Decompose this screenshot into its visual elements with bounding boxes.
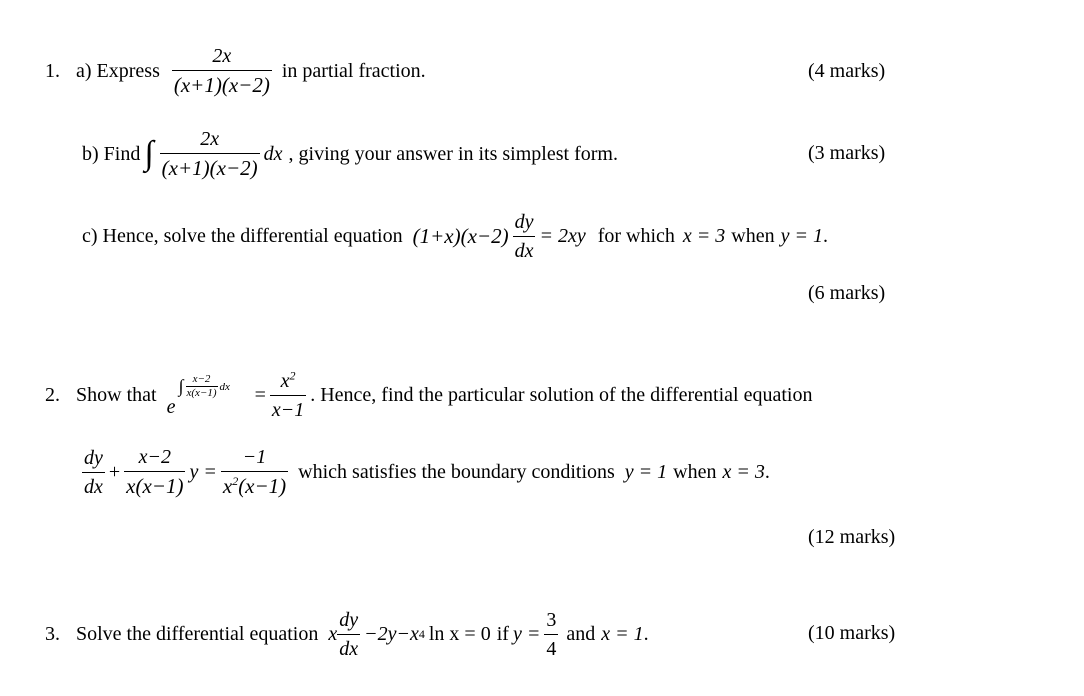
q3-number: 3.	[45, 622, 60, 645]
q1a-fraction	[172, 45, 272, 97]
q2-exp-fraction	[186, 374, 218, 399]
q1c-row	[82, 205, 828, 267]
q2-period: .	[764, 460, 770, 483]
q2-exp-den: x(x−1)	[186, 387, 217, 399]
q2-rhs-numerator	[279, 367, 298, 395]
q3-label: Solve the differential equation	[76, 622, 319, 645]
q1a-frac-denominator: (x+1)(x−2)	[172, 70, 272, 97]
q1b-after: , giving your answer in its simplest form.	[288, 142, 618, 165]
q2-de-r-den-sup: 2	[232, 473, 239, 488]
q3-marks: (10 marks)	[808, 622, 896, 644]
q2-after: . Hence, find the particular solution of the differential equation	[310, 383, 813, 406]
q2-number: 2.	[45, 383, 60, 406]
q2-rhs-denominator: x−1	[270, 395, 306, 421]
q1c-period: .	[823, 224, 828, 247]
q1c-y-cond: y = 1	[780, 224, 823, 247]
q1c-when: when	[731, 224, 775, 247]
q2-exponential	[167, 370, 251, 420]
q1c-marks: (6 marks)	[808, 282, 886, 304]
q1b-label: b) Find	[82, 142, 141, 165]
q2-de-fraction	[124, 446, 185, 498]
q2-x-cond: x = 3	[722, 460, 765, 483]
q2-de-dx: dx	[82, 472, 105, 498]
q2-de-f-num: x−2	[138, 445, 172, 468]
q2-row1	[45, 360, 812, 430]
q2-equals: =	[254, 383, 266, 406]
q2-plus: +	[108, 460, 121, 483]
q2-label: Show that	[76, 383, 157, 406]
q2-de-derivative	[82, 447, 105, 498]
q3-if: if	[496, 622, 509, 645]
q2-de-r-den-rest: (x−1)	[238, 473, 287, 498]
q2-rhs-sup: 2	[289, 367, 296, 382]
q2-when: when	[673, 460, 717, 483]
q3-y-fraction	[544, 609, 558, 660]
q1a-marks: (4 marks)	[808, 60, 886, 82]
q1c-x-cond: x = 3	[682, 224, 726, 247]
q2-bc-text: which satisfies the boundary conditions	[298, 460, 615, 483]
exp-integral-icon: ∫	[178, 376, 184, 396]
q1-number: 1.	[45, 59, 60, 82]
q2-de-r-num: −1	[242, 445, 267, 468]
q1a-after: in partial fraction.	[281, 59, 426, 82]
q2-de-y: y =	[189, 460, 217, 483]
q1c-dy: dy	[514, 210, 534, 233]
q3-derivative	[337, 609, 360, 660]
q1c-label: c) Hence, solve the differential equation	[82, 224, 403, 247]
q3-y-eq: y =	[512, 622, 541, 645]
q3-ln: ln x = 0	[428, 622, 491, 645]
q1c-rhs: = 2xy	[539, 224, 586, 247]
q1b-frac-numerator: 2x	[200, 127, 220, 150]
q1c-dx: dx	[513, 236, 536, 262]
q1b-marks: (3 marks)	[808, 142, 886, 164]
q2-e: e	[166, 396, 176, 418]
q2-exp-dx: dx	[219, 380, 230, 393]
q3-y-num: 3	[546, 608, 557, 631]
q2-de-r-den	[221, 471, 288, 498]
integral-icon: ∫	[144, 135, 154, 172]
q1a-label: a) Express	[76, 59, 160, 82]
q2-rhs-x: x	[280, 369, 290, 392]
q1a-frac-numerator: 2x	[212, 44, 232, 67]
q1b-dx: dx	[263, 142, 283, 165]
q3-dx: dx	[337, 634, 360, 660]
q2-marks: (12 marks)	[808, 526, 896, 548]
q2-row2	[82, 440, 770, 504]
q3-and: and	[566, 622, 596, 645]
q2-de-f-den: x(x−1)	[124, 471, 185, 498]
q3-x: x	[328, 622, 338, 645]
q1b-fraction	[160, 128, 260, 180]
q1b-frac-denominator: (x+1)(x−2)	[160, 153, 260, 180]
q2-de-r-den-x: x	[222, 473, 233, 498]
q2-exp-num: x−2	[192, 373, 211, 385]
q3-x-cond: x = 1	[601, 622, 644, 645]
q1c-condition: for which	[597, 224, 675, 247]
q2-de-dy: dy	[84, 446, 103, 469]
q2-de-rhs-fraction	[221, 446, 288, 498]
q3-period: .	[643, 622, 649, 645]
q2-exponent	[179, 374, 230, 399]
q2-rhs-fraction	[270, 367, 306, 421]
q1b-row	[82, 122, 618, 186]
q1a-row	[45, 40, 426, 102]
q1c-lhs: (1+x)(x−2)	[412, 223, 509, 248]
q3-dy: dy	[339, 608, 359, 631]
q3-mid: −2y−x	[364, 622, 419, 645]
q3-y-den: 4	[544, 634, 558, 660]
q3-row: 3. Solve the differential equation x $\frac{dy}{dx}$ −2y−x 4 ln x = 0 if y = $\frac{3}{4}$ and x = 1 .	[45, 608, 649, 660]
q1c-derivative	[513, 211, 536, 262]
q2-y-cond: y = 1	[624, 460, 668, 483]
